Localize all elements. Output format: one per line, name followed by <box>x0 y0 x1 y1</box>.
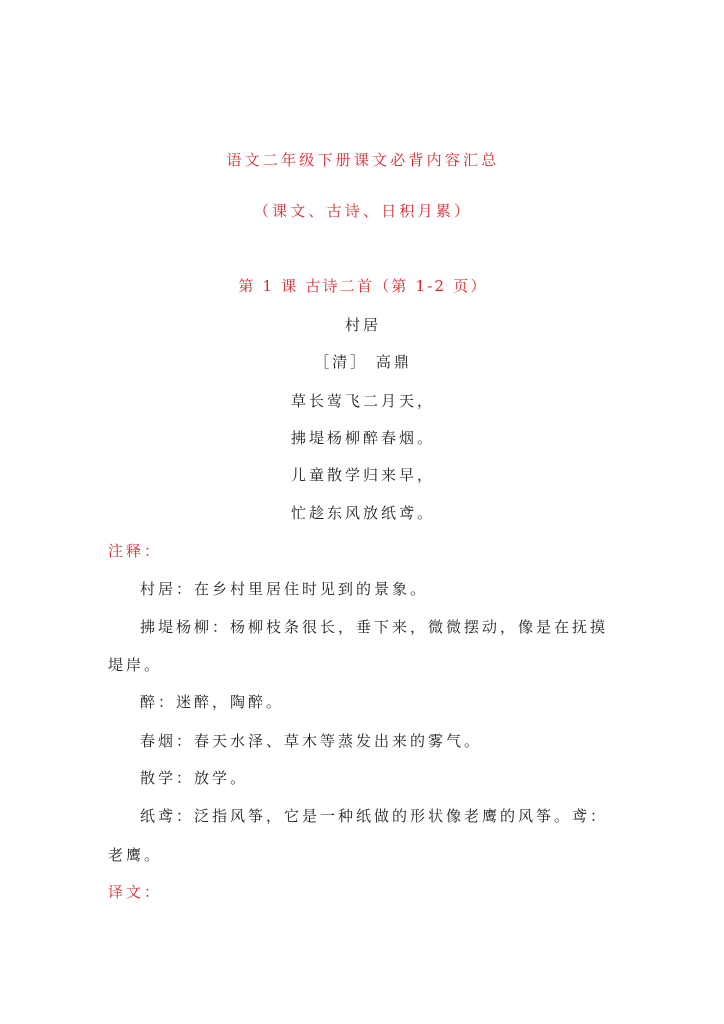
note-item-continuation: 堤岸。 <box>108 656 163 674</box>
lesson-heading: 第 1 课 古诗二首（第 1-2 页） <box>238 277 488 295</box>
note-item: 纸鸢：泛指风筝，它是一种纸做的形状像老鹰的风筝。鸢： <box>140 807 609 825</box>
poem-line: 草长莺飞二月天， <box>290 392 435 410</box>
poem-title: 村居 <box>344 316 381 334</box>
poem-author: ［清］ 高鼎 <box>314 353 412 371</box>
note-item: 散学：放学。 <box>140 769 249 787</box>
document-title: 语文二年级下册课文必背内容汇总 <box>226 151 500 169</box>
note-item: 春烟：春天水泽、草木等蒸发出来的雾气。 <box>140 732 483 750</box>
notes-label: 注释： <box>108 542 163 560</box>
poem-line: 忙趁东风放纸鸢。 <box>290 504 435 522</box>
note-item-continuation: 老鹰。 <box>108 846 163 864</box>
note-item: 拂堤杨柳：杨柳枝条很长，垂下来，微微摆动，像是在抚摸 <box>140 618 609 636</box>
translation-label: 译文： <box>108 883 163 901</box>
note-item: 醉：迷醉，陶醉。 <box>140 693 285 711</box>
poem-line: 儿童散学归来早， <box>290 466 435 484</box>
note-item: 村居：在乡村里居住时见到的景象。 <box>140 580 429 598</box>
document-subtitle: （课文、古诗、日积月累） <box>253 202 473 220</box>
poem-line: 拂堤杨柳醉春烟。 <box>290 429 435 447</box>
